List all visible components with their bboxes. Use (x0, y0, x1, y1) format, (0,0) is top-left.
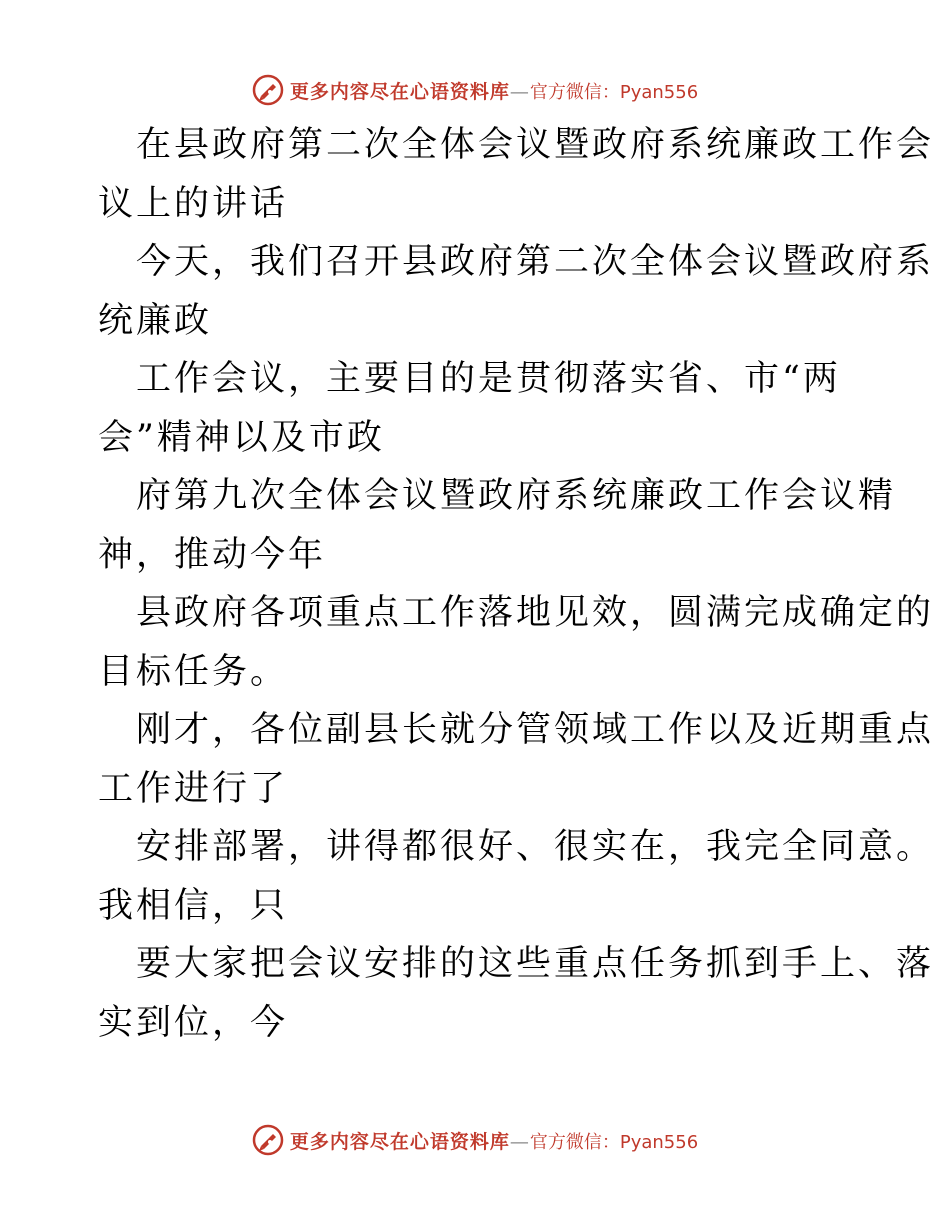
watermark-brand: 更多内容尽在心语资料库 (289, 1130, 510, 1153)
pen-seal-logo-icon (252, 74, 284, 106)
header-watermark (0, 70, 950, 110)
watermark-contact: 官方微信：Pyan556 (529, 81, 699, 103)
watermark-separator: — (509, 1130, 530, 1153)
paragraph-line: 刚才，各位副县长就分管领域工作以及近期重点 (136, 710, 935, 750)
paragraph-line: 工作会议，主要目的是贯彻落实省、市“两 (136, 359, 841, 399)
watermark-contact: 官方微信：Pyan556 (529, 1131, 699, 1153)
watermark-text (290, 77, 698, 104)
title-line-1: 在县政府第二次全体会议暨政府系统廉政工作会 (136, 125, 935, 165)
paragraph-line: 我相信，只 (98, 885, 289, 926)
paragraph-line: 会”精神以及市政 (98, 417, 385, 458)
paragraph-line: 府第九次全体会议暨政府系统廉政工作会议精 (136, 476, 897, 516)
watermark-brand: 更多内容尽在心语资料库 (289, 80, 510, 103)
paragraph-line: 安排部署，讲得都很好、很实在，我完全同意。 (136, 827, 935, 867)
paragraph-line: 统廉政 (98, 300, 213, 341)
paragraph-line: 工作进行了 (98, 768, 289, 809)
paragraph-line: 目标任务。 (98, 651, 289, 692)
paragraph-line: 实到位，今 (98, 1002, 289, 1043)
pen-seal-logo-icon (252, 1124, 284, 1156)
paragraph-line: 神，推动今年 (98, 534, 327, 575)
document-body (98, 116, 935, 1052)
paragraph-line: 今天，我们召开县政府第二次全体会议暨政府系 (136, 242, 935, 282)
watermark-text (290, 1127, 698, 1154)
footer-watermark (0, 1120, 950, 1160)
paragraph-line: 要大家把会议安排的这些重点任务抓到手上、落 (136, 944, 935, 984)
watermark-separator: — (509, 80, 530, 103)
title-line-2: 议上的讲话 (98, 183, 289, 224)
paragraph-line: 县政府各项重点工作落地见效，圆满完成确定的 (136, 593, 935, 633)
